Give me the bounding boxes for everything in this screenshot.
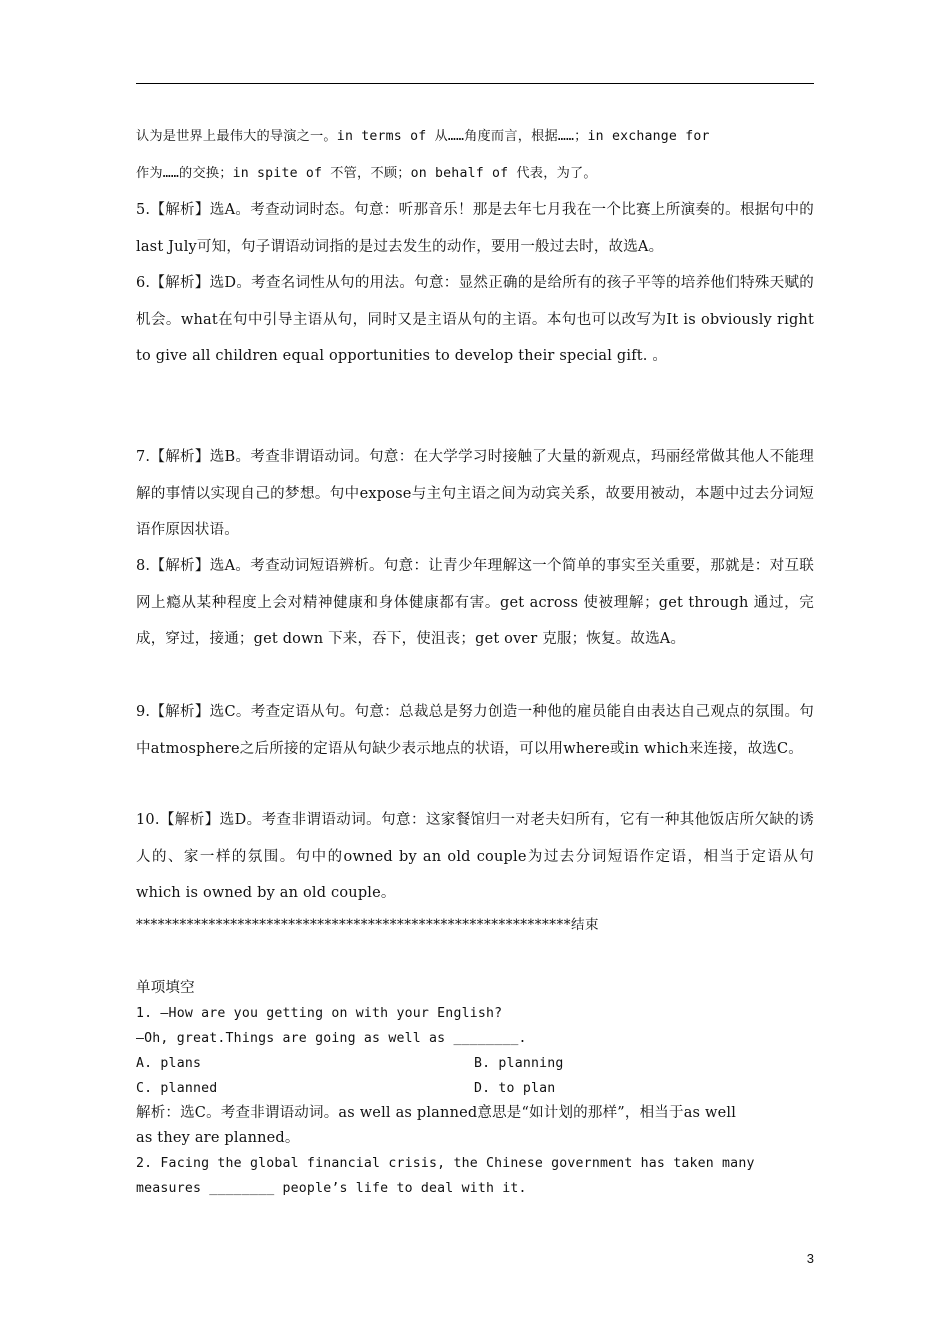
exercise-section bbox=[136, 976, 814, 1201]
option-b: B. planning bbox=[474, 1056, 564, 1071]
page-number: 3 bbox=[806, 1251, 814, 1266]
answer-10: 10.【解析】选D。考查非谓语动词。句意：这家餐馆归一对老夫妇所有，它有一种其他饭店所欠缺的诱人的、家一样的氛围。句中的owned by an old couple为过去分词短语作定语，相当于定语从句which is owned by an old couple。 bbox=[136, 812, 814, 901]
intro-line-2: 作为……的交换；in spite of 不管，不顾；on behalf of 代表，为了。 bbox=[136, 165, 597, 181]
answer-9: 9.【解析】选C。考查定语从句。句意：总裁总是努力创造一种他的雇员能自由表达自己观点的氛围。句中atmosphere之后所接的定语从句缺少表示地点的状语，可以用where或in which来连接，故选C。 bbox=[136, 704, 814, 757]
option-d: D. to plan bbox=[474, 1081, 556, 1096]
intro-line-1: 认为是世界上最伟大的导演之一。in terms of 从……角度而言，根据……；in exchange for bbox=[136, 129, 710, 144]
question-1-analysis-line-2: as they are planned。 bbox=[136, 1130, 300, 1146]
option-c: C. planned bbox=[136, 1081, 218, 1096]
question-1-reply: —Oh, great.Things are going as well as ________. bbox=[136, 1031, 527, 1046]
question-1-stem: 1. —How are you getting on with your English? bbox=[136, 1006, 503, 1021]
answer-8: 8.【解析】选A。考查动词短语辨析。句意：让青少年理解这一个简单的事实至关重要，那就是：对互联网上瘾从某种程度上会对精神健康和身体健康都有害。get across 使被理解；get through 通过，完成，穿过，接通；get down 下来，吞下，使沮丧；get over 克服；恢复。故选A。 bbox=[136, 558, 814, 647]
end-marker: ************************************************************结束 bbox=[136, 917, 599, 933]
options-row-1 bbox=[136, 1051, 814, 1076]
options-row-2 bbox=[136, 1076, 814, 1101]
intro-paragraph bbox=[136, 119, 814, 192]
question-2-line-1: 2. Facing the global financial crisis, the Chinese government has taken many bbox=[136, 1156, 755, 1171]
option-a: A. plans bbox=[136, 1056, 202, 1071]
answer-6: 6.【解析】选D。考查名词性从句的用法。句意：显然正确的是给所有的孩子平等的培养他们特殊天赋的机会。what在句中引导主语从句，同时又是主语从句的主语。本句也可以改写为It is obviously right to give all children equal opportunities to develop their special gift. 。 bbox=[136, 275, 814, 364]
section-title: 单项填空 bbox=[136, 980, 195, 996]
question-1-analysis-line-1: 解析：选C。考查非谓语动词。as well as planned意思是“如计划的那样”，相当于as well bbox=[136, 1105, 737, 1121]
answer-7: 7.【解析】选B。考查非谓语动词。句意：在大学学习时接触了大量的新观点，玛丽经常做其他人不能理解的事情以实现自己的梦想。句中expose与主句主语之间为动宾关系，故要用被动，本题中过去分词短语作原因状语。 bbox=[136, 449, 814, 538]
header-rule bbox=[136, 83, 814, 84]
question-2-line-2: measures ________ people’s life to deal with it. bbox=[136, 1181, 527, 1196]
answer-5: 5.【解析】选A。考查动词时态。句意：听那音乐！那是去年七月我在一个比赛上所演奏的。根据句中的last July可知，句子谓语动词指的是过去发生的动作，要用一般过去时，故选A。 bbox=[136, 202, 814, 255]
